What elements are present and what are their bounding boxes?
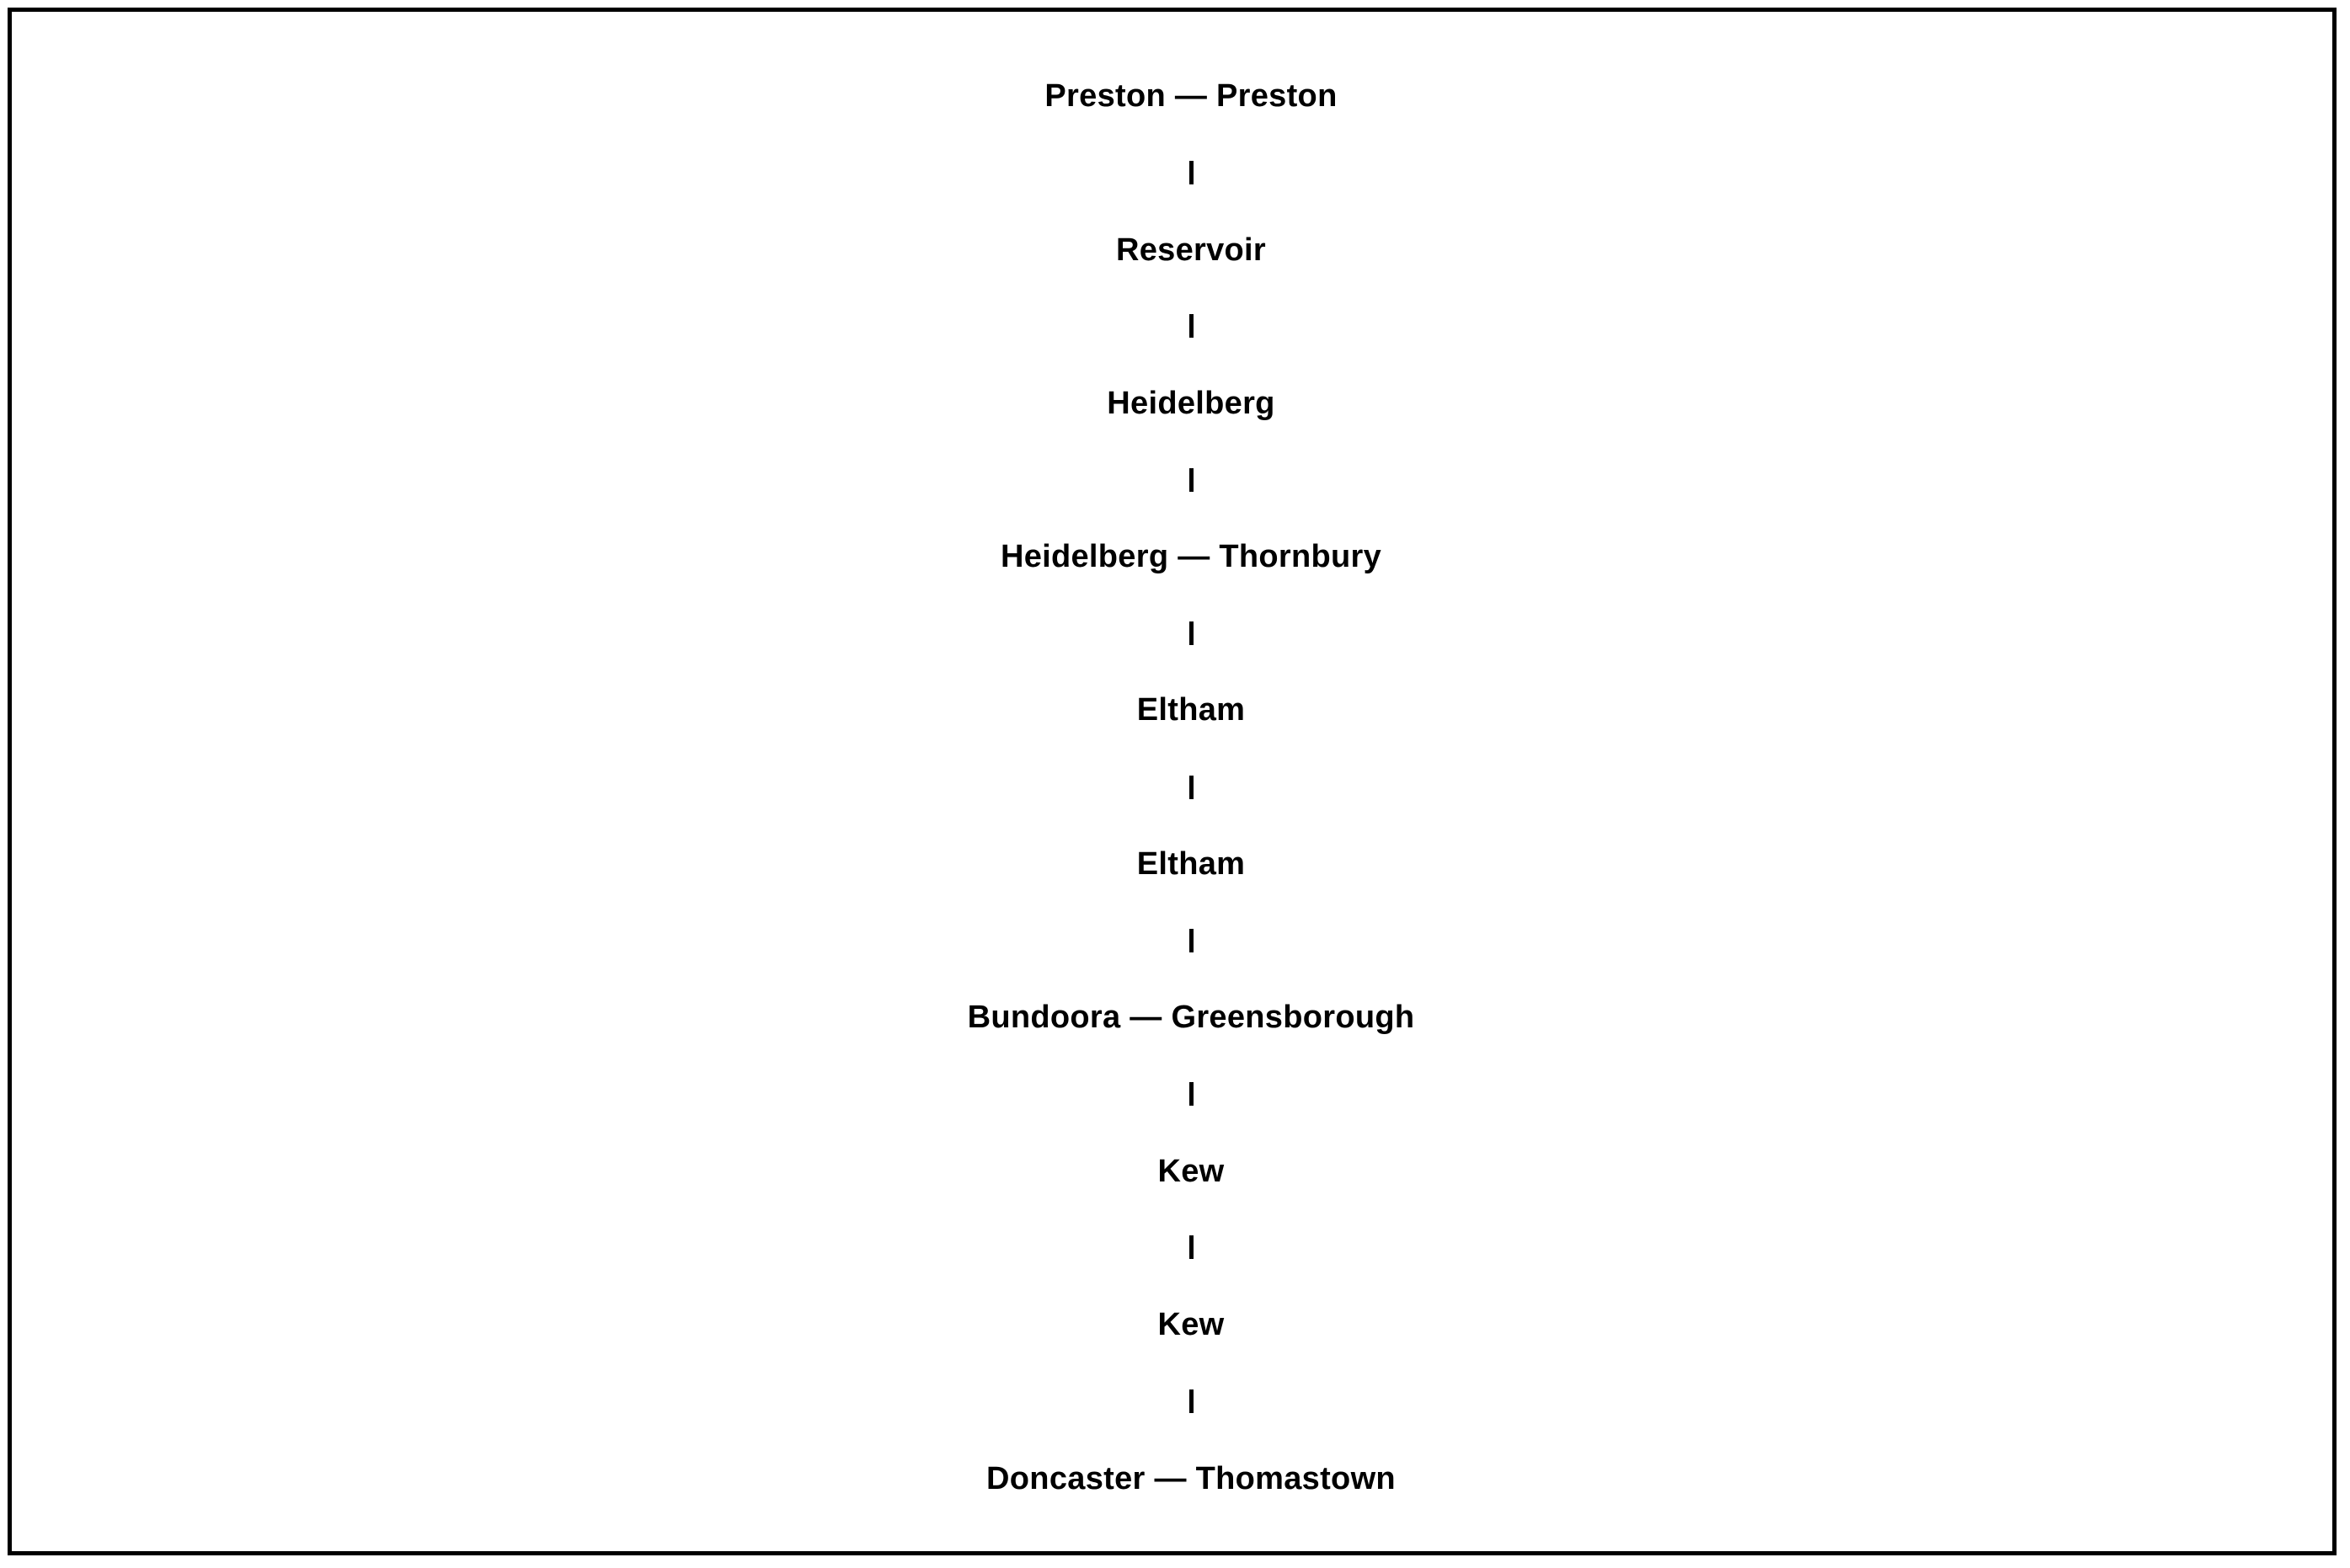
chain-node: Eltham <box>1136 846 1246 882</box>
chain-node: Kew <box>1157 1154 1225 1189</box>
chain-node: Heidelberg — Thornbury <box>1000 539 1382 574</box>
chain-connector <box>1189 776 1194 799</box>
chain-node: Eltham <box>1136 692 1246 728</box>
chain-node: Doncaster — Thomastown <box>986 1461 1396 1496</box>
chain-node: Heidelberg <box>1107 386 1275 421</box>
chain-connector <box>1189 161 1194 184</box>
chain-connector <box>1189 314 1194 338</box>
chain-connector <box>1189 621 1194 645</box>
chain-connector <box>1189 1082 1194 1106</box>
chain-node: Preston — Preston <box>1044 78 1338 114</box>
chain-connector <box>1189 1389 1194 1413</box>
chain-node: Bundoora — Greensborough <box>967 1000 1415 1035</box>
chain-connector <box>1189 929 1194 952</box>
chain-node: Reservoir <box>1115 232 1267 268</box>
chain-node: Kew <box>1157 1307 1225 1342</box>
chain-connector <box>1189 1235 1194 1259</box>
chain-connector <box>1189 468 1194 492</box>
